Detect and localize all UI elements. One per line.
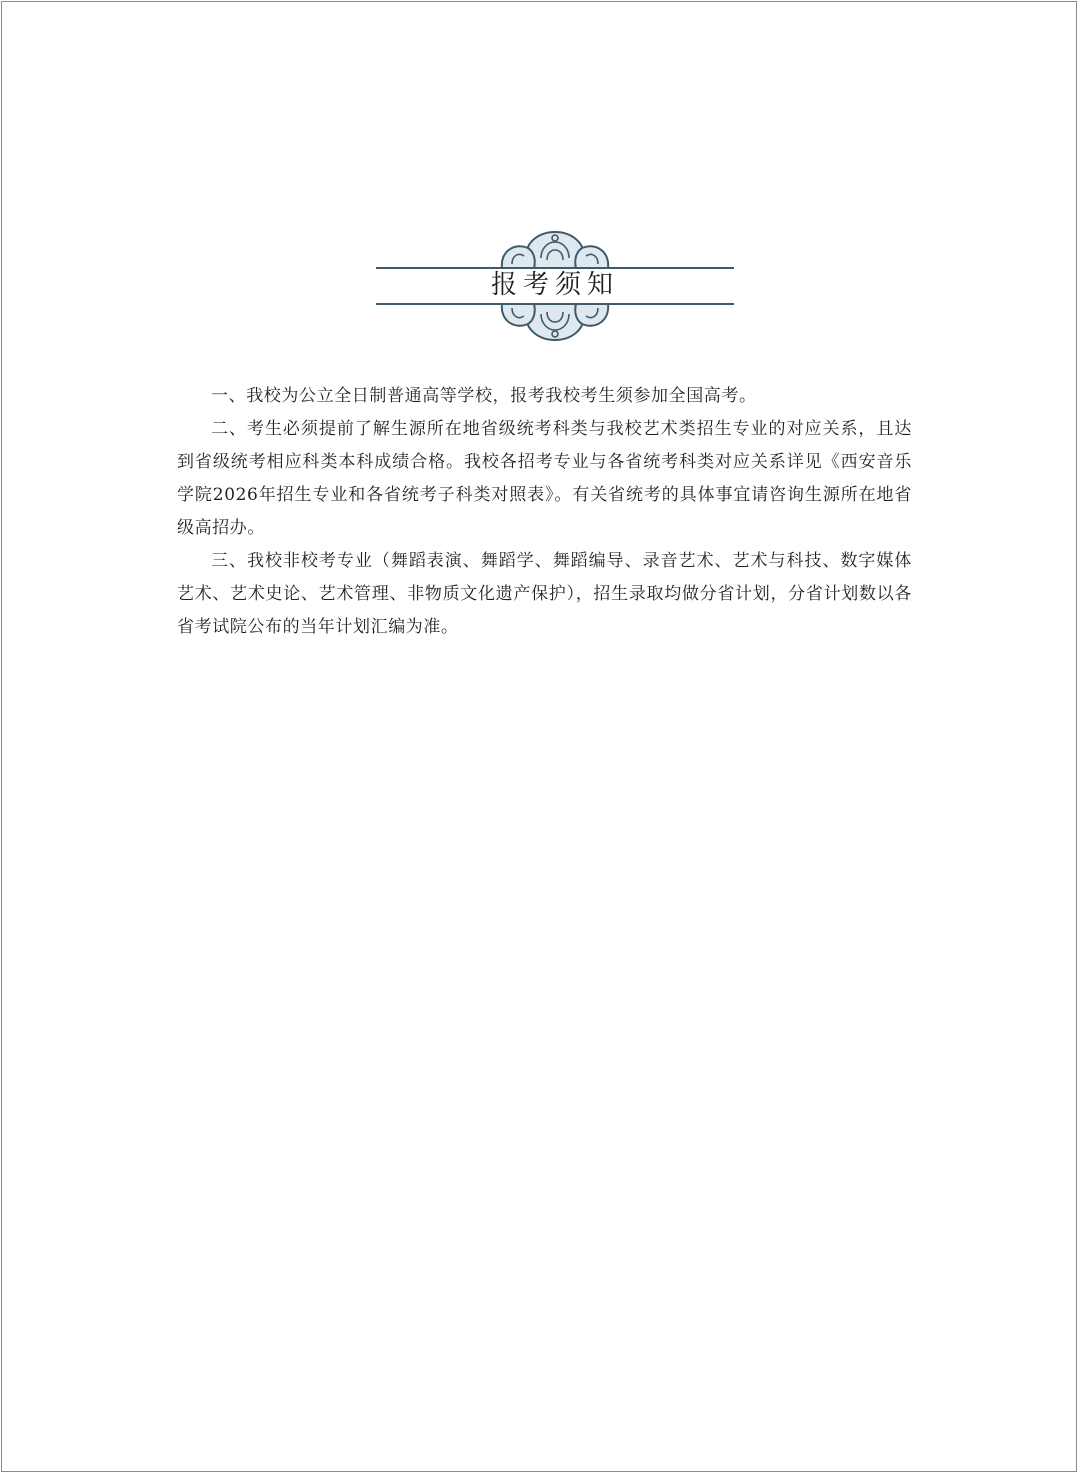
notice-paragraph-2: 二、考生必须提前了解生源所在地省级统考科类与我校艺术类招生专业的对应关系，且达到省级统考相应科类本科成绩合格。我校各招考专业与各省统考科类对应关系详见《西安音乐学院2026年招生专业和各省统考子科类对照表》。有关省统考的具体事宜请咨询生源所在地省级高招办。 <box>177 419 912 538</box>
notice-paragraph-1: 一、我校为公立全日制普通高等学校，报考我校考生须参加全国高考。 <box>211 386 757 406</box>
notice-paragraph-3: 三、我校非校考专业（舞蹈表演、舞蹈学、舞蹈编导、录音艺术、艺术与科技、数字媒体艺术、艺术史论、艺术管理、非物质文化遗产保护），招生录取均做分省计划，分省计划数以各省考试院公布的当年计划汇编为准。 <box>177 551 912 637</box>
page-border <box>1 1 1077 1472</box>
section-title-banner <box>376 228 734 344</box>
page-title: 报考须知 <box>490 270 619 300</box>
notice-body <box>177 380 912 644</box>
